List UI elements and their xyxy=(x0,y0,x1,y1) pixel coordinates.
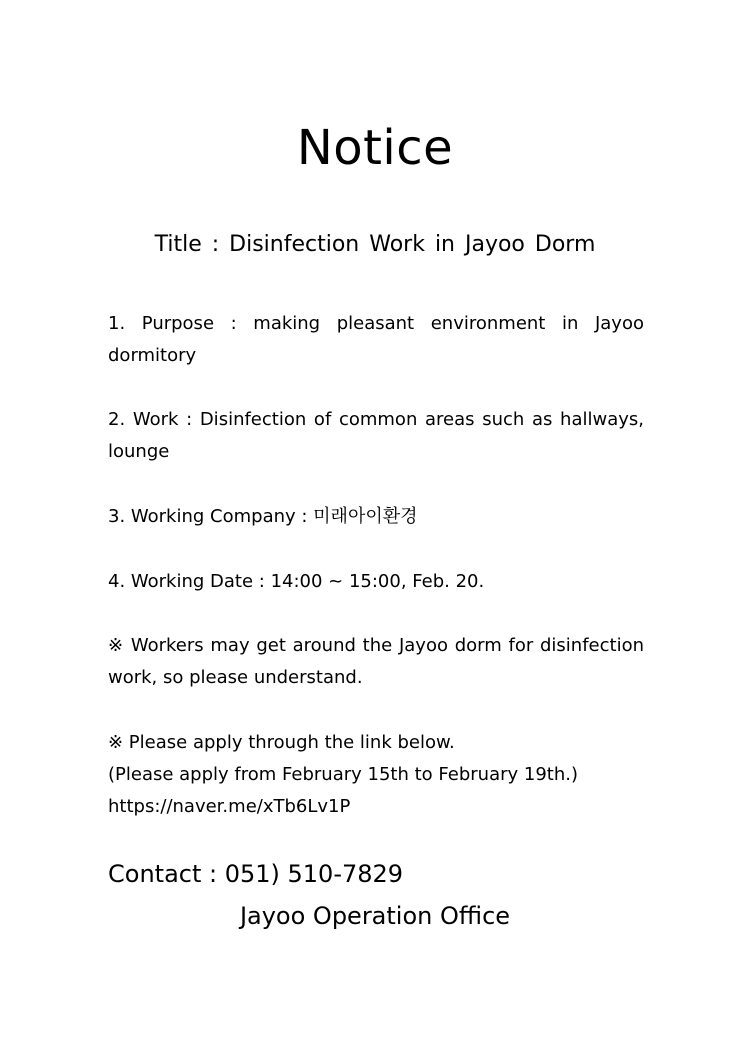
office-name: Jayoo Operation Office xyxy=(239,902,511,930)
apply-instruction: ※ Please apply through the link below. xyxy=(108,732,455,753)
contact-phone: Contact : 051) 510-7829 xyxy=(108,860,404,888)
workers-note: ※ Workers may get around the Jayoo dorm for disinfection work, so please understand. xyxy=(108,635,644,688)
apply-section xyxy=(108,727,668,823)
apply-link[interactable]: https://naver.me/xTb6Lv1P xyxy=(108,796,351,817)
work-item: 2. Work : Disinfection of common areas such as hallways, lounge xyxy=(108,409,644,462)
working-date-item: 4. Working Date : 14:00 ~ 15:00, Feb. 20. xyxy=(108,571,485,592)
notice-heading: Notice xyxy=(296,120,454,176)
working-company-item: 3. Working Company : 미래아이환경 xyxy=(108,506,418,527)
apply-period: (Please apply from February 15th to February 19th.) xyxy=(108,764,578,785)
document-title: Title : Disinfection Work in Jayoo Dorm xyxy=(154,232,596,257)
purpose-item: 1. Purpose : making pleasant environment in Jayoo dormitory xyxy=(108,313,644,366)
